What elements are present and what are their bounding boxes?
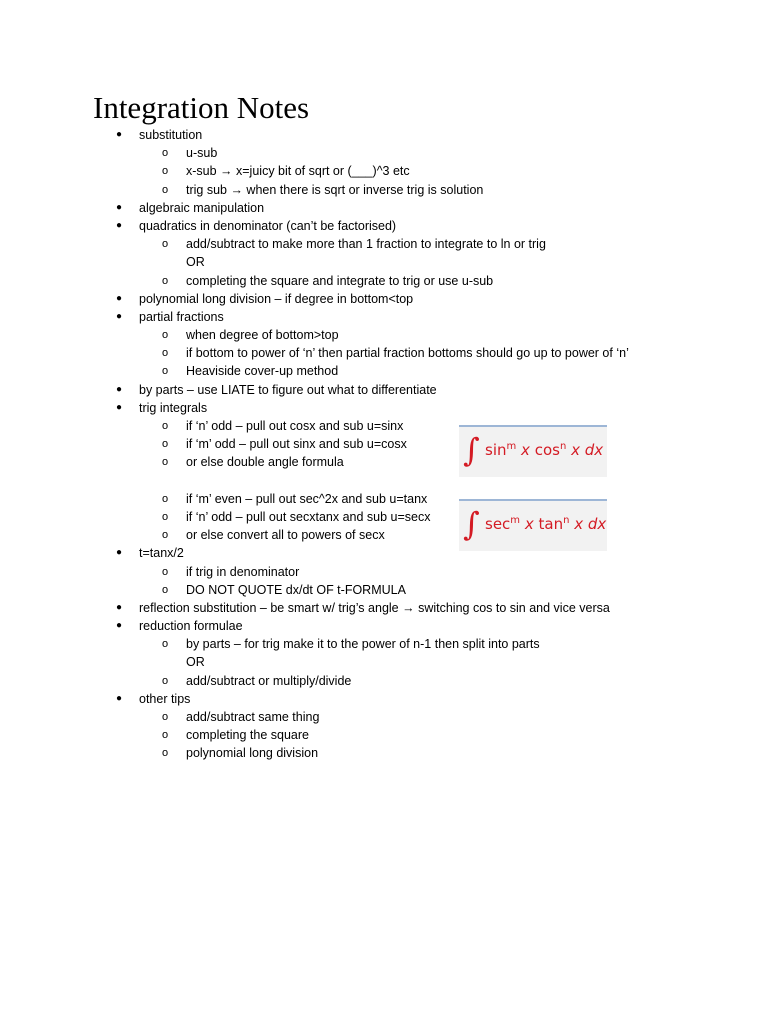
item-text: completing the square xyxy=(186,728,309,743)
integral-sign: ∫ xyxy=(463,431,480,469)
list-item xyxy=(0,381,768,399)
sub-list-item xyxy=(0,453,768,471)
item-text: or else double angle formula xyxy=(186,455,344,470)
sub-bullet-icon: o xyxy=(161,420,169,432)
item-text: by parts – use LIATE to figure out what to differentiate xyxy=(139,382,437,397)
item-text: add/subtract same thing xyxy=(186,710,320,724)
sub-list-item xyxy=(0,490,768,508)
item-text: polynomial long division – if degree in bottom<top xyxy=(139,291,414,306)
bullet-icon: ● xyxy=(115,620,123,632)
sub-bullet-icon: o xyxy=(161,329,169,342)
bullet-icon: ● xyxy=(115,401,123,413)
item-text: completing the square and integrate to trig or use u-sub xyxy=(186,273,494,288)
sub-list-item xyxy=(0,581,768,599)
sub-bullet-icon: o xyxy=(161,456,169,469)
sub-bullet-icon: o xyxy=(161,492,169,505)
integral-sign: ∫ xyxy=(463,505,480,543)
item-text: add/subtract or multiply/divide xyxy=(186,673,352,688)
item-text: polynomial long division xyxy=(186,746,319,761)
sub-list-item xyxy=(0,744,768,762)
item-text: by parts – for trig make it to the power of n-1 then split into parts xyxy=(186,637,540,652)
item-text: OR xyxy=(186,255,205,270)
sub-list-item xyxy=(0,235,768,253)
item-text: when degree of bottom>top xyxy=(186,328,339,343)
item-text: OR xyxy=(186,655,205,670)
sub-bullet-icon: o xyxy=(161,529,169,542)
sub-bullet-icon: o xyxy=(161,583,169,596)
blank-line xyxy=(0,472,768,490)
item-text: trig sub → when there is sqrt or inverse trig is solution xyxy=(186,182,484,197)
sub-list-item xyxy=(0,272,768,290)
formula-expression: $\sec^m x$ $\tan^n x$ dx xyxy=(485,515,607,533)
list-item xyxy=(0,599,768,617)
sub-bullet-icon: o xyxy=(161,565,169,578)
sub-bullet-icon: o xyxy=(161,747,169,760)
bullet-icon: ● xyxy=(115,201,123,213)
bullet-icon: ● xyxy=(115,292,123,304)
list-item xyxy=(0,308,768,326)
item-text: or else convert all to powers of secx xyxy=(186,528,385,543)
list-item xyxy=(0,126,768,144)
bullet-icon: ● xyxy=(115,129,123,140)
sub-list-item xyxy=(0,435,768,453)
formula-sin-cos xyxy=(459,425,607,477)
sub-list-item xyxy=(0,635,768,653)
formula-expression: $\sin^m x$ $\cos^n x$ dx xyxy=(485,441,604,459)
list-item xyxy=(0,690,768,708)
item-text: if ‘n’ odd – pull out secxtanx and sub u=secx xyxy=(186,509,431,524)
sub-list-item xyxy=(0,181,768,199)
sub-bullet-icon: o xyxy=(161,638,169,651)
item-text: other tips xyxy=(139,691,191,706)
sub-list-item xyxy=(0,672,768,690)
item-text: u-sub xyxy=(186,146,218,161)
page-title: Integration Notes xyxy=(93,90,310,125)
item-text: if ‘n’ odd – pull out cosx and sub u=sinx xyxy=(186,419,404,433)
sub-bullet-icon: o xyxy=(161,438,169,451)
item-text: DO NOT QUOTE dx/dt OF t-FORMULA xyxy=(186,582,406,597)
item-text: if trig in denominator xyxy=(186,564,300,579)
sub-list-item xyxy=(0,508,768,526)
sub-bullet-icon: o xyxy=(161,238,169,251)
list-item xyxy=(0,399,768,417)
sub-bullet-icon: o xyxy=(161,510,169,523)
notes-list xyxy=(0,126,768,763)
sub-bullet-icon: o xyxy=(161,183,169,196)
bullet-icon: ● xyxy=(115,310,123,322)
item-text: reflection substitution – be smart w/ trig’s angle → switching cos to sin and vice versa xyxy=(139,600,610,615)
list-item xyxy=(0,217,768,235)
item-text: t=tanx/2 xyxy=(139,546,184,561)
item-text: if bottom to power of ‘n’ then partial fraction bottoms should go up to power of ‘n’ xyxy=(186,346,629,361)
bullet-icon: ● xyxy=(115,547,123,559)
sub-bullet-icon: o xyxy=(161,165,169,178)
sub-bullet-icon: o xyxy=(161,147,169,160)
item-text: Heaviside cover-up method xyxy=(186,364,339,379)
sub-list-item xyxy=(0,563,768,581)
bullet-icon: ● xyxy=(115,692,123,704)
sub-bullet-icon: o xyxy=(161,711,169,723)
sub-bullet-icon: o xyxy=(161,729,169,742)
list-item xyxy=(0,290,768,308)
item-text: if ‘m’ odd – pull out sinx and sub u=cosx xyxy=(186,437,407,452)
sub-list-item xyxy=(0,417,768,435)
item-text: substitution xyxy=(139,128,203,142)
sub-list-item xyxy=(0,162,768,180)
list-item xyxy=(0,199,768,217)
sub-list-item xyxy=(0,726,768,744)
sub-list-item xyxy=(0,344,768,362)
item-text: partial fractions xyxy=(139,309,224,324)
item-text: algebraic manipulation xyxy=(139,200,265,215)
sub-list-item xyxy=(0,362,768,380)
item-text: trig integrals xyxy=(139,400,208,415)
item-text: quadratics in denominator (can’t be factorised) xyxy=(139,218,397,233)
item-text: x-sub → x=juicy bit of sqrt or (___)^3 etc xyxy=(186,164,410,179)
bullet-icon: ● xyxy=(115,601,123,613)
list-item xyxy=(0,617,768,635)
item-text: if ‘m’ even – pull out sec^2x and sub u=tanx xyxy=(186,491,428,506)
continuation-line xyxy=(0,653,768,671)
sub-list-item xyxy=(0,526,768,544)
sub-bullet-icon: o xyxy=(161,365,169,378)
item-text: reduction formulae xyxy=(139,619,243,634)
sub-bullet-icon: o xyxy=(161,347,169,360)
sub-bullet-icon: o xyxy=(161,274,169,287)
sub-list-item xyxy=(0,326,768,344)
sub-bullet-icon: o xyxy=(161,674,169,687)
bullet-icon: ● xyxy=(115,219,123,231)
formula-sec-tan xyxy=(459,499,607,551)
list-item xyxy=(0,544,768,562)
bullet-icon: ● xyxy=(115,383,123,395)
continuation-line xyxy=(0,253,768,271)
sub-list-item xyxy=(0,144,768,162)
sub-list-item xyxy=(0,708,768,726)
item-text: add/subtract to make more than 1 fraction to integrate to ln or trig xyxy=(186,237,546,252)
